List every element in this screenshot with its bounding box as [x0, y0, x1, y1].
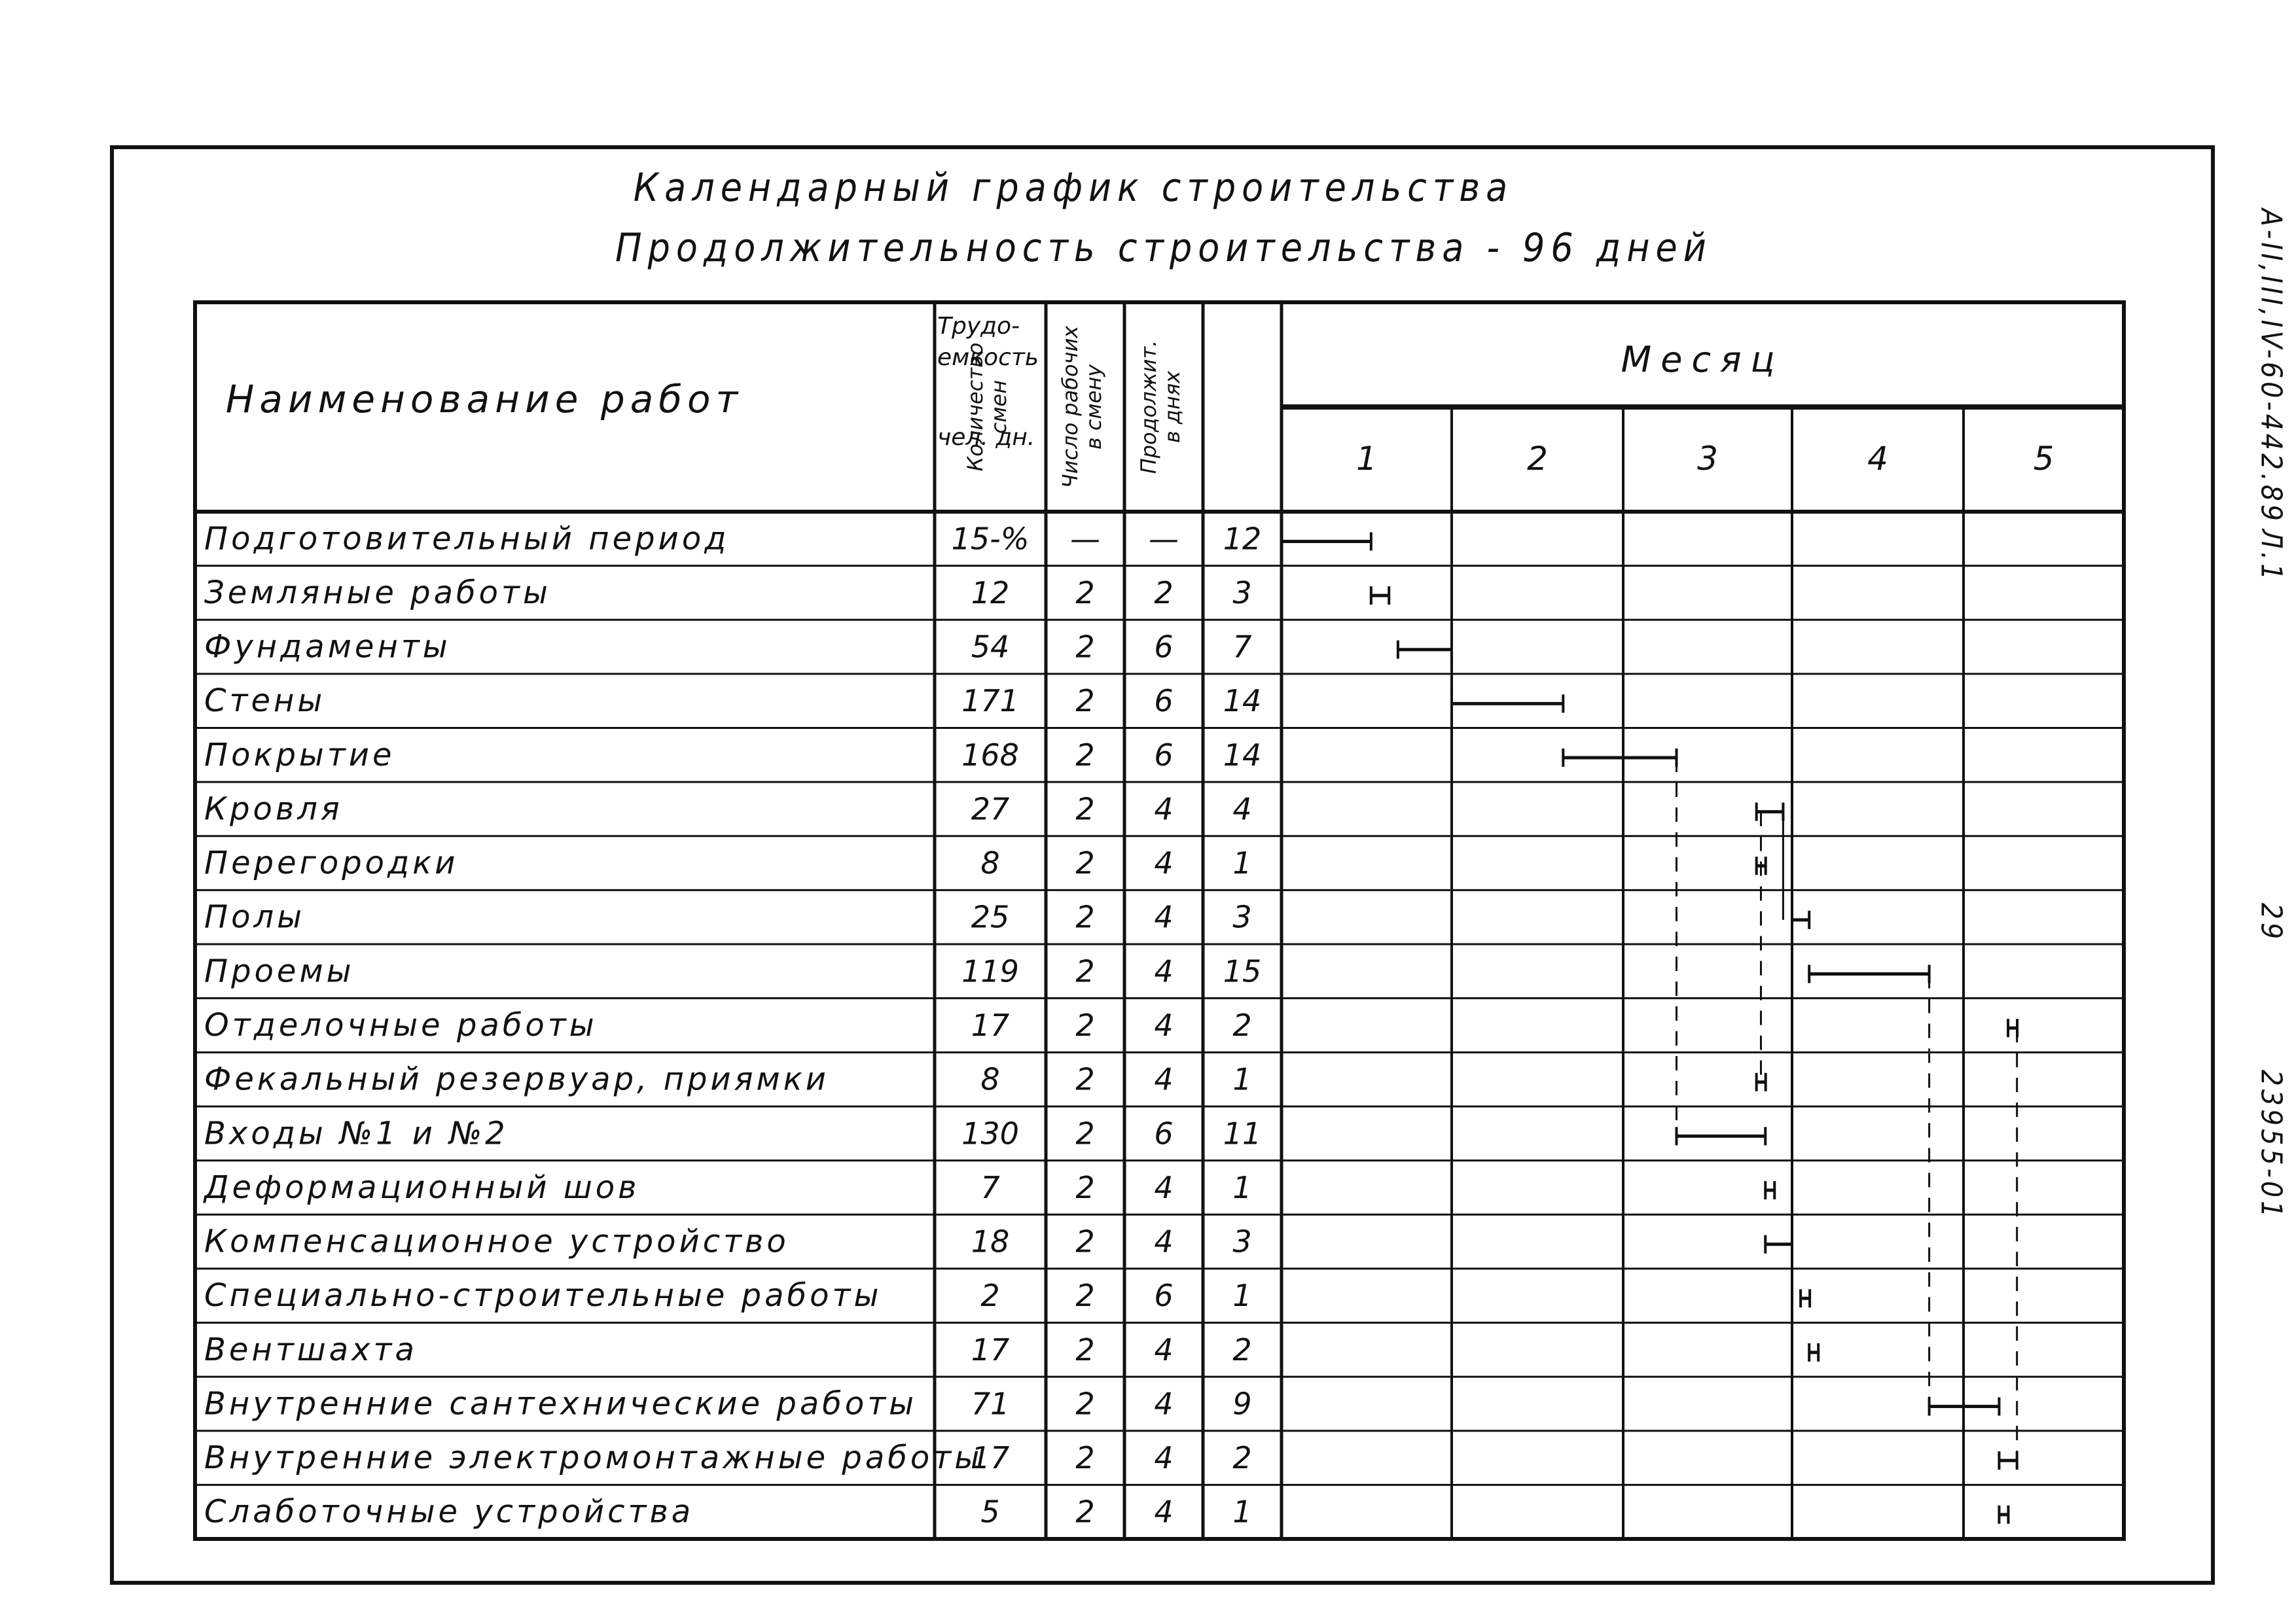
labor-value: 130 — [961, 1116, 1019, 1152]
sheet-number: Л.1 — [2254, 529, 2288, 584]
workers-value: 4 — [1154, 1224, 1174, 1260]
shifts-value: 2 — [1075, 1278, 1095, 1314]
duration-value: 2 — [1232, 1440, 1252, 1476]
duration-value: 14 — [1223, 683, 1262, 719]
labor-value: 17 — [971, 1332, 1010, 1368]
workers-value: 4 — [1154, 1061, 1174, 1097]
month-number: 3 — [1697, 440, 1718, 478]
duration-value: 11 — [1223, 1116, 1262, 1152]
work-name: Полы — [204, 898, 306, 936]
shifts-value: 2 — [1075, 791, 1095, 827]
workers-value: — — [1149, 521, 1179, 557]
workers-value: 4 — [1154, 1008, 1174, 1043]
rotated-header — [1136, 340, 1185, 474]
rotated-header-text: Количество — [963, 342, 988, 472]
duration-value: 3 — [1232, 574, 1252, 610]
work-name: Деформационный шов — [204, 1169, 640, 1206]
shifts-value: 2 — [1075, 1386, 1095, 1422]
workers-value: 6 — [1154, 683, 1174, 719]
shifts-value: 2 — [1075, 845, 1095, 881]
month-number: 1 — [1356, 440, 1377, 478]
labor-value: 168 — [961, 737, 1019, 773]
workers-value: 4 — [1154, 953, 1174, 989]
shifts-value: 2 — [1075, 1494, 1095, 1530]
schedule-subtitle: Продолжительность строительства - 96 дней — [615, 225, 1712, 271]
rotated-header-text: в днях — [1160, 370, 1185, 444]
schedule-title: Календарный график строительства — [633, 165, 1514, 211]
duration-value: 1 — [1232, 845, 1252, 881]
duration-value: 3 — [1232, 1224, 1252, 1260]
labor-value: 17 — [971, 1440, 1010, 1476]
workers-value: 6 — [1154, 1116, 1174, 1152]
labor-value: 17 — [971, 1008, 1010, 1043]
header-labor: емкость — [937, 344, 1039, 371]
shifts-value: 2 — [1075, 574, 1095, 610]
shifts-value: 2 — [1075, 1116, 1095, 1152]
shifts-value: 2 — [1075, 683, 1095, 719]
labor-value: 5 — [980, 1494, 1000, 1530]
duration-value: 15 — [1223, 953, 1262, 989]
document-number: 23955-01 — [2254, 1069, 2288, 1221]
shifts-value: 2 — [1075, 1224, 1095, 1260]
labor-value: 71 — [971, 1386, 1010, 1422]
work-name: Фекальный резервуар, приямки — [204, 1061, 829, 1098]
duration-value: 9 — [1232, 1386, 1252, 1422]
month-number: 4 — [1867, 440, 1888, 478]
rotated-header-text: смен — [986, 380, 1011, 434]
shifts-value: 2 — [1075, 1332, 1095, 1368]
header-month: Месяц — [1621, 339, 1784, 380]
workers-value: 6 — [1154, 629, 1174, 665]
labor-value: 8 — [980, 1061, 1000, 1097]
work-name: Фундаменты — [204, 628, 451, 665]
page-number: 29 — [2254, 902, 2288, 943]
workers-value: 4 — [1154, 845, 1174, 881]
labor-value: 8 — [980, 845, 1000, 881]
workers-value: 4 — [1154, 1440, 1174, 1476]
shifts-value: 2 — [1075, 953, 1095, 989]
labor-value: 12 — [971, 574, 1010, 610]
labor-value: 25 — [971, 899, 1010, 935]
drawing-code: А-II,III,IV-60-442.89 — [2254, 208, 2288, 525]
work-name: Стены — [204, 682, 326, 720]
workers-value: 4 — [1154, 1169, 1174, 1205]
shifts-value: — — [1070, 521, 1100, 557]
work-name: Входы №1 и №2 — [204, 1115, 509, 1152]
work-name: Подготовительный период — [204, 520, 730, 557]
rotated-header — [1058, 325, 1106, 488]
month-number: 2 — [1527, 440, 1548, 478]
duration-value: 1 — [1232, 1061, 1252, 1097]
labor-value: 2 — [980, 1278, 1000, 1314]
rotated-header-text: Продолжит. — [1136, 340, 1161, 474]
workers-value: 2 — [1154, 574, 1174, 610]
duration-value: 1 — [1232, 1169, 1252, 1205]
labor-value: 171 — [961, 683, 1019, 719]
shifts-value: 2 — [1075, 629, 1095, 665]
month-number: 5 — [2033, 440, 2054, 478]
work-name: Перегородки — [204, 845, 459, 882]
duration-value: 2 — [1232, 1008, 1252, 1043]
work-name: Специально-строительные работы — [204, 1277, 882, 1315]
duration-value: 4 — [1232, 791, 1252, 827]
labor-value: 15-% — [951, 521, 1030, 557]
labor-value: 27 — [971, 791, 1010, 827]
header-name: Наименование работ — [225, 377, 744, 421]
work-name: Компенсационное устройство — [204, 1223, 789, 1260]
labor-value: 119 — [961, 953, 1019, 989]
duration-value: 7 — [1232, 629, 1252, 665]
duration-value: 3 — [1232, 899, 1252, 935]
header-labor: чел. дн. — [937, 424, 1035, 451]
duration-value: 1 — [1232, 1494, 1252, 1530]
rotated-header-text: Число рабочих — [1058, 325, 1083, 489]
workers-value: 6 — [1154, 737, 1174, 773]
work-name: Внутренние электромонтажные работы — [204, 1439, 983, 1477]
work-name: Покрытие — [204, 736, 395, 773]
duration-value: 12 — [1223, 521, 1262, 557]
work-name: Вентшахта — [204, 1331, 418, 1368]
labor-value: 54 — [971, 629, 1010, 665]
work-name: Отделочные работы — [204, 1007, 598, 1044]
duration-value: 1 — [1232, 1278, 1252, 1314]
workers-value: 4 — [1154, 1332, 1174, 1368]
rotated-header-text: в смену — [1081, 364, 1106, 450]
work-name: Внутренние сантехнические работы — [204, 1385, 918, 1422]
workers-value: 6 — [1154, 1278, 1174, 1314]
labor-value: 7 — [980, 1169, 1000, 1205]
workers-value: 4 — [1154, 1386, 1174, 1422]
workers-value: 4 — [1154, 791, 1174, 827]
shifts-value: 2 — [1075, 1008, 1095, 1043]
shifts-value: 2 — [1075, 737, 1095, 773]
work-name: Земляные работы — [204, 574, 551, 611]
workers-value: 4 — [1154, 899, 1174, 935]
shifts-value: 2 — [1075, 1440, 1095, 1476]
header-labor: Трудо- — [937, 313, 1020, 340]
workers-value: 4 — [1154, 1494, 1174, 1530]
duration-value: 2 — [1232, 1332, 1252, 1368]
shifts-value: 2 — [1075, 1169, 1095, 1205]
duration-value: 14 — [1223, 737, 1262, 773]
shifts-value: 2 — [1075, 1061, 1095, 1097]
shifts-value: 2 — [1075, 899, 1095, 935]
work-name: Слаботочные устройства — [204, 1493, 694, 1530]
work-name: Кровля — [204, 790, 343, 828]
labor-value: 18 — [971, 1224, 1010, 1260]
work-name: Проемы — [204, 953, 355, 990]
